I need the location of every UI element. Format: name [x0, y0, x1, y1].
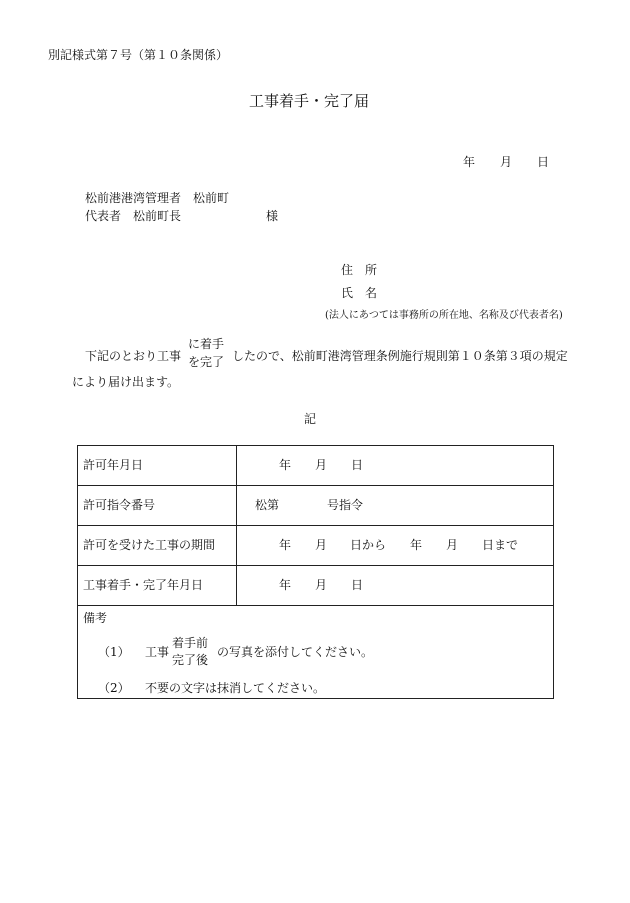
- period-start-day: 日から: [350, 538, 387, 552]
- details-table: [77, 445, 554, 699]
- table-column-divider: [236, 445, 237, 605]
- addressee-line1: 松前港港湾管理者 松前町: [85, 191, 230, 205]
- statement-prefix: 下記のとおり工事: [85, 349, 182, 363]
- addressee-line2: 代表者 松前町長: [85, 209, 182, 223]
- permit-period-label: 許可を受けた工事の期間: [83, 538, 216, 552]
- remark-1-number: （1）: [98, 645, 130, 659]
- permit-number-suffix: 号指令: [327, 498, 364, 512]
- remark-1-option-before: 着手前: [172, 636, 209, 650]
- remark-1-option-after: 完了後: [172, 653, 209, 667]
- statement-suffix: したので、松前町港湾管理条例施行規則第１０条第３項の規定: [232, 349, 568, 363]
- addressee-honorific: 様: [266, 209, 279, 223]
- date-month-label: 月: [500, 155, 513, 169]
- applicant-name-label: 氏 名: [341, 286, 378, 300]
- statement-option-start: に着手: [188, 337, 225, 351]
- permit-date-year: 年: [279, 458, 292, 472]
- document-title: 工事着手・完了届: [249, 92, 370, 110]
- date-day-label: 日: [537, 155, 550, 169]
- start-complete-day: 日: [351, 578, 364, 592]
- table-row-divider: [77, 565, 554, 566]
- date-year-label: 年: [463, 155, 476, 169]
- period-end-year: 年: [410, 538, 423, 552]
- remark-2-number: （2）: [98, 681, 130, 695]
- applicant-note: (法人にあつては事務所の所在地、名称及び代表者名): [325, 310, 563, 321]
- permit-date-month: 月: [315, 458, 328, 472]
- start-complete-year: 年: [279, 578, 292, 592]
- statement-option-complete: を完了: [188, 355, 225, 369]
- remarks-label: 備考: [83, 611, 108, 625]
- statement-line2: により届け出ます。: [72, 375, 180, 389]
- table-row-divider: [77, 605, 554, 606]
- permit-number-prefix: 松第: [255, 498, 280, 512]
- start-complete-month: 月: [315, 578, 328, 592]
- period-start-month: 月: [315, 538, 328, 552]
- period-end-month: 月: [446, 538, 459, 552]
- ki-heading: 記: [304, 412, 317, 426]
- start-complete-date-label: 工事着手・完了年月日: [83, 578, 204, 592]
- table-row-divider: [77, 525, 554, 526]
- permit-number-label: 許可指令番号: [83, 498, 156, 512]
- permit-date-day: 日: [351, 458, 364, 472]
- table-row-divider: [77, 485, 554, 486]
- remark-1-suffix: の写真を添付してください。: [217, 645, 374, 659]
- period-end-day: 日まで: [482, 538, 519, 552]
- remark-1-prefix: 工事: [145, 645, 170, 659]
- remark-2-text: 不要の文字は抹消してください。: [145, 681, 326, 695]
- form-number: 別記様式第７号（第１０条関係）: [48, 48, 229, 62]
- applicant-address-label: 住 所: [341, 263, 378, 277]
- period-start-year: 年: [279, 538, 292, 552]
- permit-date-label: 許可年月日: [83, 458, 144, 472]
